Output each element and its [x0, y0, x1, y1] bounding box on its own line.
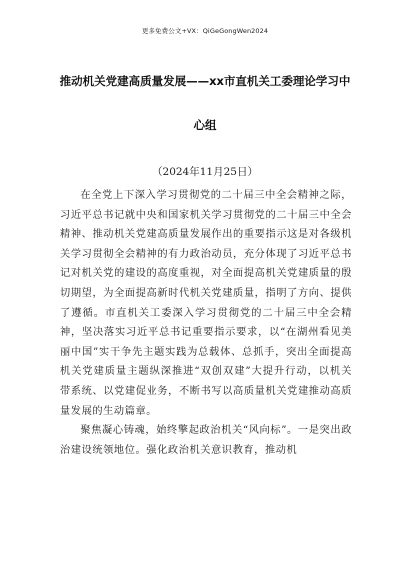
- page-header-note: 更多免费公文+VX：QiGeGongWen2024: [141, 27, 269, 35]
- document-title-line2: 心组: [193, 118, 217, 132]
- document-date: （2024年11月25日）: [152, 166, 258, 178]
- document-title-line1: 推动机关党建高质量发展——xx市直机关工委理论学习中: [59, 74, 351, 88]
- body-paragraph-2: 聚焦凝心铸魂，始终擎起政治机关“风向标”。一是突出政治建设统领地位。强化政治机关意识教育，推动机: [60, 425, 352, 456]
- document-body: [60, 186, 352, 460]
- body-paragraph-1: 在全党上下深入学习贯彻党的二十届三中全会精神之际，习近平总书记就中央和国家机关学习贯彻党的二十届三中全会精神、推动机关党建高质量发展作出的重要指示这是对各级机关学习贯彻全会精神的有力政治动员，充分体现了习近平总书记对机关党的建设的高度重视，对全面提高机关党建质量的殷切期望，为全面提高新时代机关党建质量，指明了方向、提供了遵循。市直机关工委深入学习贯彻党的二十届三中全会精神，坚决落实习近平总书记重要指示要求，以“在湖州看见美丽中国”实干争先主题实践为总载体、总抓手，突出全面提高机关党建质量主题纵深推进“双创双建”大提升行动，以机关带系统、以党建促业务，不断书写以高质量机关党建推动高质量发展的生动篇章。: [60, 190, 352, 417]
